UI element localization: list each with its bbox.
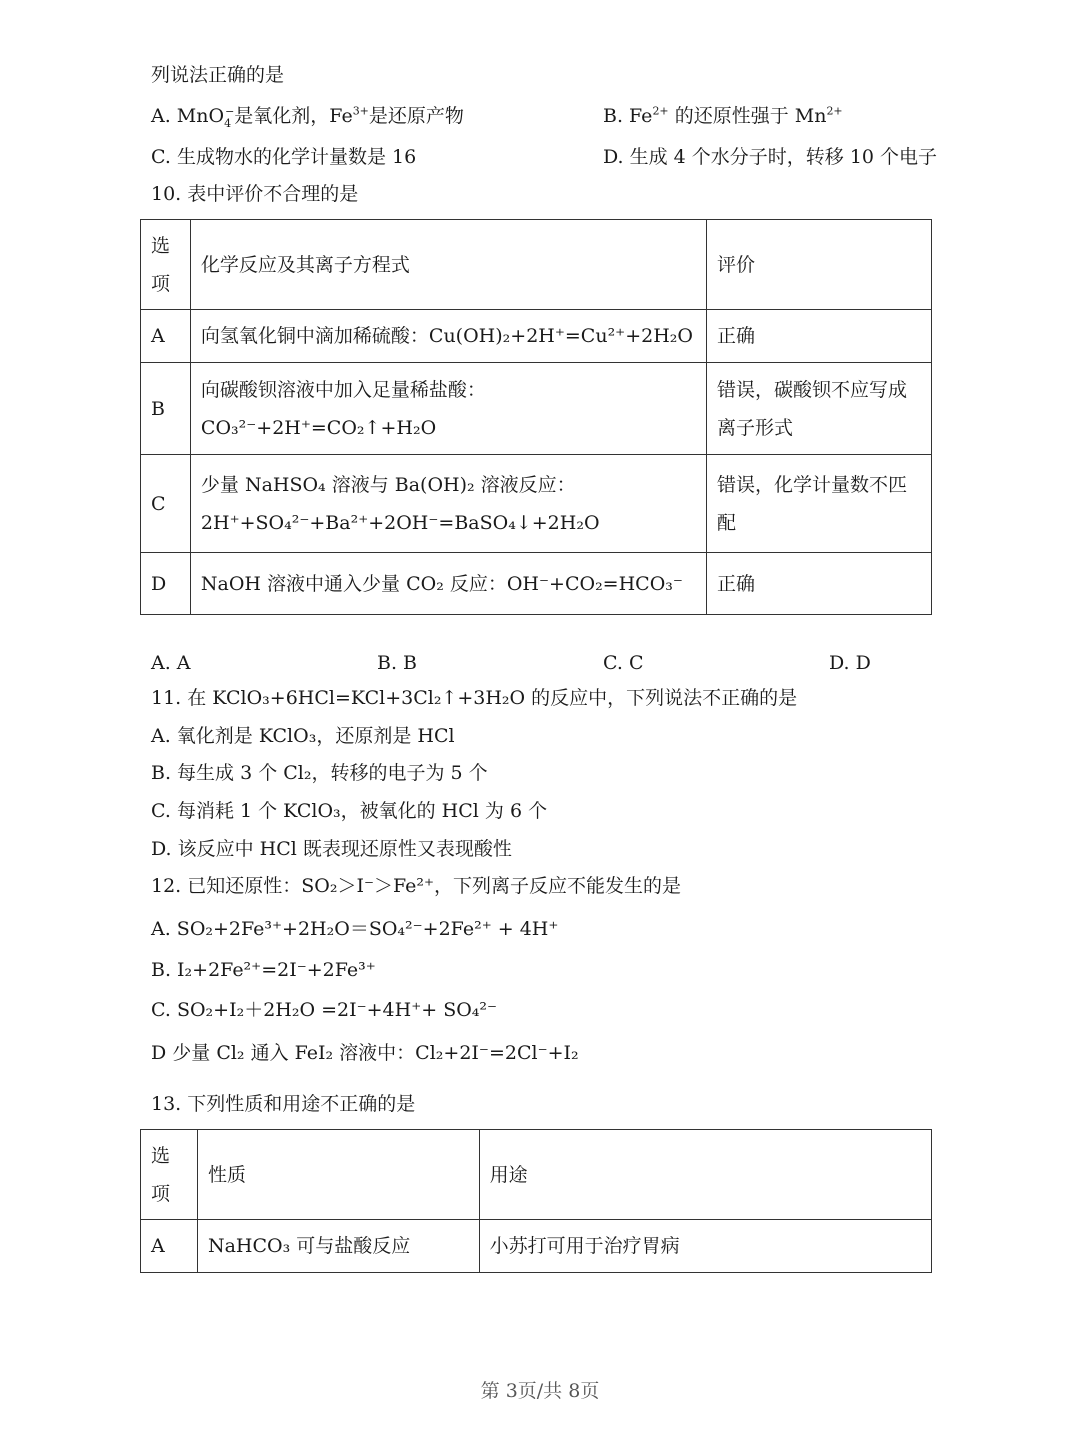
q11-option-b[interactable]: B. 每生成 3 个 Cl₂，转移的电子为 5 个 — [151, 762, 488, 784]
q13-header-option-b: 项 — [151, 1182, 171, 1205]
q11-option-a[interactable]: A. 氧化剂是 KClO₃，还原剂是 HCl — [151, 725, 455, 747]
q13-row-a-option: A — [141, 1220, 198, 1273]
q9-a-sup: − — [225, 104, 235, 118]
q12-option-d[interactable]: D 少量 Cl₂ 通入 FeI₂ 溶液中：Cl₂+2I⁻=2Cl⁻+I₂ — [151, 1042, 579, 1064]
q10-table — [140, 219, 932, 615]
q9-b-sup: 2+ — [652, 104, 669, 118]
q9-option-c[interactable]: C. 生成物水的化学计量数是 16 — [151, 146, 417, 168]
q11-option-c[interactable]: C. 每消耗 1 个 KClO₃，被氧化的 HCl 为 6 个 — [151, 800, 548, 822]
q11-option-d[interactable]: D. 该反应中 HCl 既表现还原性又表现酸性 — [151, 838, 512, 860]
q10-header-option — [141, 220, 191, 310]
q13-header-row — [141, 1130, 932, 1220]
q10-row-c-equation — [190, 455, 706, 553]
q13-row-a-property: NaHCO₃ 可与盐酸反应 — [197, 1220, 479, 1273]
q10-row-b-option: B — [141, 363, 191, 455]
q10-header-evaluation: 评价 — [707, 220, 932, 310]
q9-a-sup2: 3+ — [352, 104, 369, 118]
q10-header-equation: 化学反应及其离子方程式 — [190, 220, 706, 310]
q12-stem: 12. 已知还原性：SO₂＞I⁻＞Fe²⁺，下列离子反应不能发生的是 — [151, 875, 682, 897]
q10-row-b-equation: 向碳酸钡溶液中加入足量稀盐酸：CO₃²⁻+2H⁺=CO₂↑+H₂O — [190, 363, 706, 455]
q13-header-option — [141, 1130, 198, 1220]
q9-b-text: B. Fe — [603, 105, 653, 127]
q10-choice-c[interactable]: C. C — [603, 652, 644, 674]
q10-row-a-evaluation: 正确 — [707, 310, 932, 363]
q9-a-text: A. MnO — [151, 105, 225, 127]
q9-a-post: 是还原产物 — [368, 105, 464, 127]
q10-row-d-equation: NaOH 溶液中通入少量 CO₂ 反应：OH⁻+CO₂=HCO₃⁻ — [190, 553, 706, 615]
q13-header-option-a: 选 — [151, 1144, 171, 1167]
table-row — [141, 455, 932, 553]
q10-choice-a[interactable]: A. A — [151, 652, 191, 674]
q9-a-sub: 4 — [224, 116, 232, 130]
q13-row-a-use: 小苏打可用于治疗胃病 — [479, 1220, 931, 1273]
q9-b-mid: 的还原性强于 Mn — [668, 105, 827, 127]
q12-option-a[interactable]: A. SO₂+2Fe³⁺+2H₂O＝SO₄²⁻+2Fe²⁺ + 4H⁺ — [151, 918, 559, 940]
q13-header-property: 性质 — [197, 1130, 479, 1220]
q9-stem-tail: 列说法正确的是 — [151, 64, 285, 86]
q10-row-b-eval-text: 错误，碳酸钡不应写成离子形式 — [717, 378, 908, 439]
q10-row-c-eval-text: 错误，化学计量数不匹配 — [717, 473, 908, 534]
q13-table — [140, 1129, 932, 1273]
q10-row-d-evaluation: 正确 — [707, 553, 932, 615]
q10-header-option-a: 选 — [151, 234, 171, 257]
q10-header-row — [141, 220, 932, 310]
q9-option-b[interactable] — [603, 103, 843, 129]
q12-option-c[interactable]: C. SO₂+I₂＋2H₂O =2I⁻+4H⁺+ SO₄²⁻ — [151, 999, 498, 1021]
q10-row-d-option: D — [141, 553, 191, 615]
q10-header-option-b: 项 — [151, 272, 171, 295]
table-row — [141, 363, 932, 455]
q10-choice-d[interactable]: D. D — [829, 652, 871, 674]
q10-row-a-option: A — [141, 310, 191, 363]
table-row — [141, 310, 932, 363]
q9-b-sup2: 2+ — [826, 104, 843, 118]
q10-row-c-eq-line2: 2H⁺+SO₄²⁻+Ba²⁺+2OH⁻=BaSO₄↓+2H₂O — [200, 511, 600, 534]
q10-row-c-option: C — [141, 455, 191, 553]
q10-row-c-eq-line1: 少量 NaHSO₄ 溶液与 Ba(OH)₂ 溶液反应： — [200, 473, 576, 496]
q13-header-use: 用途 — [479, 1130, 931, 1220]
table-row — [141, 1220, 932, 1273]
table-row — [141, 553, 932, 615]
q9-option-d[interactable]: D. 生成 4 个水分子时，转移 10 个电子 — [603, 146, 938, 168]
q10-choice-b[interactable]: B. B — [377, 652, 418, 674]
q10-row-b-evaluation — [707, 363, 932, 455]
q13-stem: 13. 下列性质和用途不正确的是 — [151, 1093, 416, 1115]
page-number: 第 3页/共 8页 — [480, 1380, 600, 1402]
q10-row-a-equation: 向氢氧化铜中滴加稀硫酸：Cu(OH)₂+2H⁺=Cu²⁺+2H₂O — [190, 310, 706, 363]
q12-option-b[interactable]: B. I₂+2Fe²⁺=2I⁻+2Fe³⁺ — [151, 959, 376, 981]
q9-option-a[interactable] — [151, 103, 464, 129]
q10-row-c-evaluation — [707, 455, 932, 553]
q9-a-mid: 是氧化剂，Fe — [234, 105, 353, 127]
q11-stem: 11. 在 KClO₃+6HCl=KCl+3Cl₂↑+3H₂O 的反应中，下列说法不正确的是 — [151, 687, 798, 709]
q10-stem: 10. 表中评价不合理的是 — [151, 183, 359, 205]
